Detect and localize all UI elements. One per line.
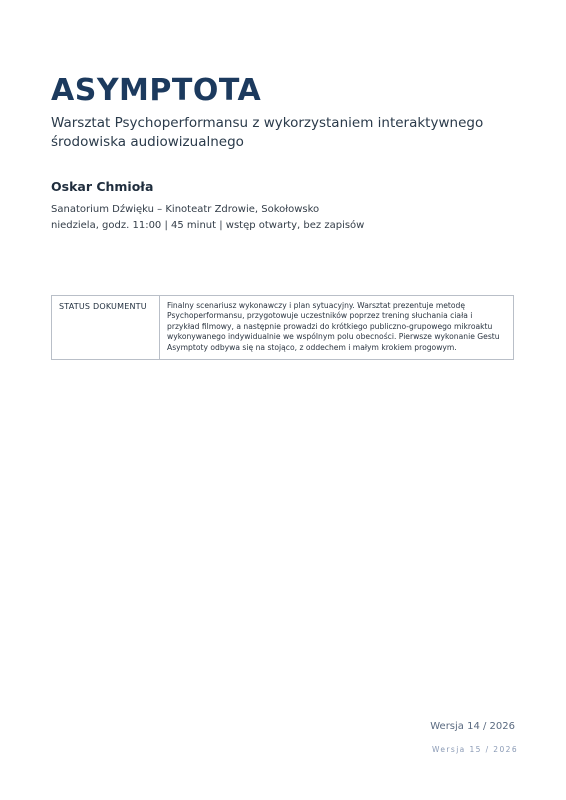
venue-line: Sanatorium Dźwięku – Kinoteatr Zdrowie, Sokołowsko (51, 204, 320, 215)
document-title: ASYMPTOTA (51, 73, 262, 108)
subtitle-line-2: środowiska audiowizualnego (51, 134, 244, 150)
status-label: STATUS DOKUMENTU (52, 296, 160, 360)
version-ghost-label: Wersja 15 / 2026 (432, 745, 518, 754)
status-row (52, 296, 514, 360)
status-table (51, 295, 514, 360)
version-label: Wersja 14 / 2026 (430, 721, 515, 732)
title-block (51, 72, 515, 234)
schedule-line: niedziela, godz. 11:00 | 45 minut | wstęp otwarty, bez zapisów (51, 220, 365, 231)
status-text: Finalny scenariusz wykonawczy i plan sytuacyjny. Warsztat prezentuje metodę Psychoperformansu, przygotowuje uczestników poprzez trening słuchania ciała i przykład filmowy, a następnie prowadzi do krótkiego publiczno-grupowego mikroaktu wykonywanego indywidualnie we wspólnym polu obecności. Pierwsze wykonanie Gestu Asymptoty odbywa się na stojąco, z oddechem i małym krokiem progowym. (160, 296, 514, 360)
author-name: Oskar Chmioła (51, 179, 154, 194)
subtitle-line-1: Warsztat Psychoperformansu z wykorzystaniem interaktywnego (51, 115, 484, 131)
document-subtitle (51, 114, 515, 152)
